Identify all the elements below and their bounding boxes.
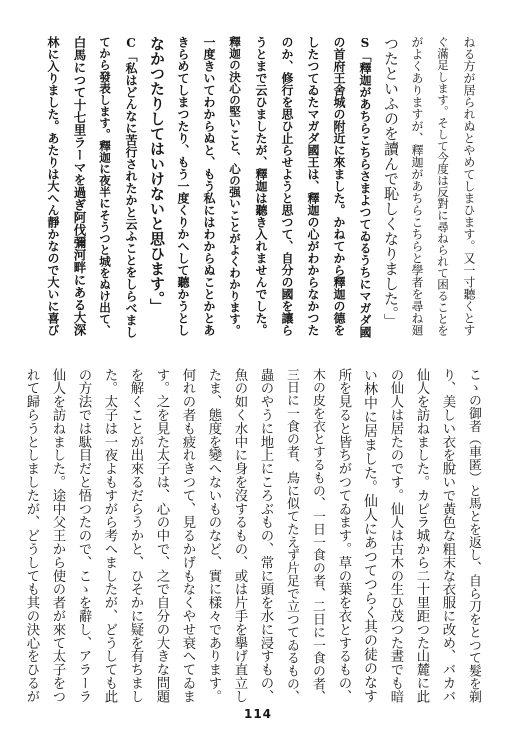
text-line: 木の皮を衣とするもの、一日一食の者、二日に一食の者、 xyxy=(310,368,325,703)
text-line: のか、修行を思ひ止らせようと思つて、自分の國を讓ら xyxy=(280,36,294,336)
text-line: 蟲のやうに地上にころぶもの、常に頭を水に浸すもの、 xyxy=(258,368,273,703)
text-line: の方法では駄目だと悟つたので、こゝを辭し、アラーラ xyxy=(76,368,91,703)
text-line: 仙人を訪ねました。カピラ城から二十里距つた山麓に此 xyxy=(414,368,429,703)
text-line: の首府王舍城の附近に來ました。かねてから釋迦の德を xyxy=(332,36,346,336)
text-line: 所を見ると皆ちがつてゐます。草の葉を衣とするもの、 xyxy=(336,368,351,703)
text-line: を解くことが出來るだらうかと、ひそかに疑を有ちまし xyxy=(128,368,143,703)
text-line: つたといふのを讀んで恥しくなりました。」 xyxy=(382,36,400,329)
text-line: れて歸らうとしましたが、どうしても其の決心をひるが xyxy=(24,368,39,703)
text-line: S「釋迦があちらこちらさまよつてゐるうちにマガダ國 xyxy=(358,36,372,338)
text-line: 何れの者も疲れきつて、見るかげもなくやせ衰へてゐま xyxy=(180,368,195,703)
text-line: うとまで云ひましたが、釋迦は聽き入れませんでした。 xyxy=(254,36,268,336)
text-line: がよくありますが、釋迦があちらこちらと學者を尋ね廻 xyxy=(410,36,424,336)
text-line: したつてゐたマガダ國王は、釋迦の心がわからなかつた xyxy=(306,36,320,336)
text-line: たま、態度を變へないものなど、實に樣々であります。 xyxy=(206,368,221,703)
page-number: 114 xyxy=(243,707,273,721)
text-line: り、美しい衣を脫いで黃色な粗末な衣服に改め、バカバ xyxy=(440,368,455,703)
text-line: 白馬につて十七里ラーマを過ぎ阿伐彌河畔にある大深 xyxy=(72,36,87,336)
text-line: 仙人を訪ねました。途中父王から使の者が來て太子をつ xyxy=(50,368,65,703)
text-line: なかつたりしてはいけないと思ひます。」 xyxy=(148,36,166,314)
text-line: い林中に居ました。仙人にあつてつらく其の徒のなす xyxy=(361,368,377,704)
text-line: てから發表します。釋迦に夜半にそうつと城をぬけ出て、 xyxy=(98,36,112,337)
top-text-block xyxy=(40,36,482,336)
text-line: 魚の如く水中に身を沒するもの、或は片手を擧げ直立し xyxy=(232,368,247,703)
bottom-text-block xyxy=(18,368,486,703)
text-line: C「私はどんなに苦行されたかと云ふことをしらべまし xyxy=(124,36,138,338)
text-line: ねる方が居られぬとやめてしまひます。又一寸聽くとす xyxy=(462,36,476,336)
text-line: 釋迦の決心の堅いこと、心の强いことがよくわかります。 xyxy=(228,36,242,337)
text-line: す。之を見た太子は、心の中で、之で自分の大きな問題 xyxy=(154,368,169,703)
text-line: 一度きいてわからぬと、もう私にはわからぬことかとあ xyxy=(202,36,216,336)
text-line: の仙人は居たのです。仙人は古木の生ひ茂つた晝でも暗 xyxy=(388,368,403,703)
text-line: きらめてしまつたり、もう一度くりかへして聽かうとし xyxy=(176,36,190,336)
text-line: 林に入りました。あたりは大へん靜かなので大いに喜び xyxy=(46,36,60,336)
text-line: こゝの御者（車匿）と馬とを返し、自ら刀をとつて髮を剃 xyxy=(466,368,481,703)
text-line: 三日に一食の者、鳥に似てたえず片足で立つてゐるもの、 xyxy=(284,368,299,703)
text-line: ぐ滿足します。そして今度は反對に尋ねられて困ることを xyxy=(436,36,450,337)
text-line: た。太子は一夜よもすがら考へましたが、どうしても此 xyxy=(102,368,117,703)
